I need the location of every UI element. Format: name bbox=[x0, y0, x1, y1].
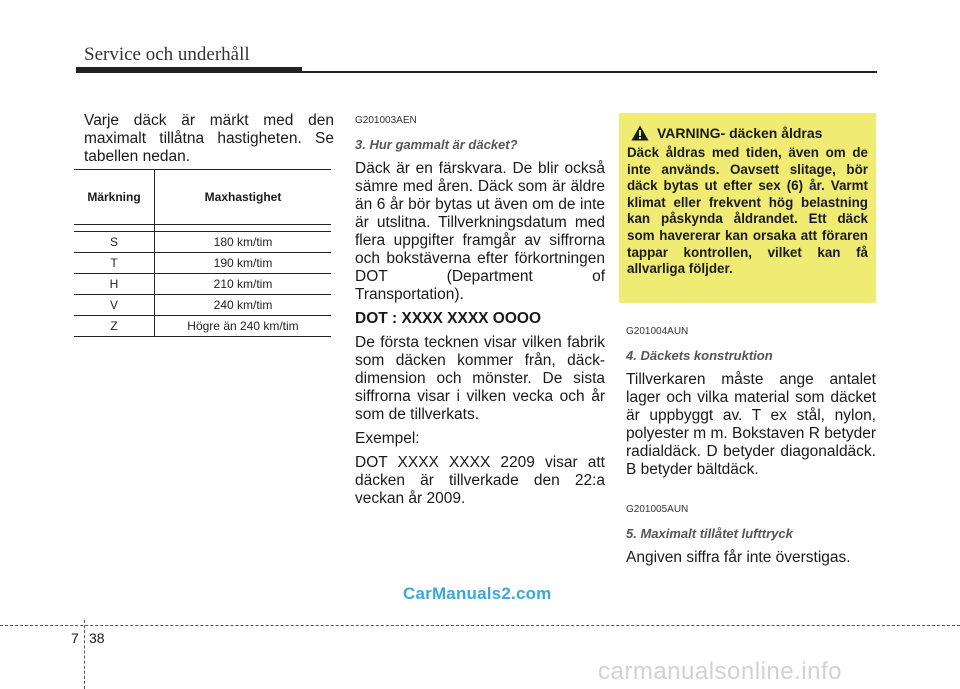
table-cell-speed: 240 km/tim bbox=[155, 295, 332, 316]
section-code: G201005AUN bbox=[626, 504, 689, 515]
dot-example-paragraph: DOT XXXX XXXX 2209 visar att däcken är tillverkade den 22:a veckan år 2009. bbox=[355, 454, 605, 507]
section-heading: 3. Hur gammalt är däcket? bbox=[355, 137, 518, 152]
tire-age-paragraph: Däck är en färskvara. De blir också sämre med åren. Däck som är äldre än 6 år bör bytas ut även om de inte är utslitna. Tillverkningsdatum med flera uppgifter framgår av siffrorna och bokstäverna efter förkortningen DOT (Department of Transportation). bbox=[355, 160, 605, 303]
table-cell-code: V bbox=[74, 295, 155, 316]
column-middle bbox=[355, 112, 605, 514]
example-label: Exempel: bbox=[355, 430, 420, 447]
table-row bbox=[74, 232, 331, 253]
table-header-marking: Märkning bbox=[74, 170, 155, 225]
column-right bbox=[626, 323, 876, 573]
carmanuals-watermark[interactable]: CarManuals2.com bbox=[403, 584, 552, 603]
header-rule-thin bbox=[302, 71, 877, 73]
speed-intro-text: Varje däck är märkt med den maximalt tillåtna hastigheten. Se tabellen nedan. bbox=[84, 112, 334, 165]
table-cell-speed: 210 km/tim bbox=[155, 274, 332, 295]
section-heading: 4. Däckets konstruktion bbox=[626, 348, 773, 363]
section-code: G201004AUN bbox=[626, 326, 689, 337]
warning-title-row bbox=[627, 125, 868, 141]
column-left bbox=[84, 112, 334, 172]
table-header-maxspeed: Maxhastighet bbox=[155, 170, 332, 225]
table-row bbox=[74, 274, 331, 295]
table-cell-code: S bbox=[74, 232, 155, 253]
tire-construction-paragraph: Tillverkaren måste ange antalet lager och vilka material som däcket är uppbyggt av. T ex stål, nylon, polyester m m. Bokstaven R betyder radialdäck. D betyder diagonaldäck. B betyder bältdäck. bbox=[626, 371, 876, 478]
table-cell-code: T bbox=[74, 253, 155, 274]
table-row bbox=[74, 316, 331, 337]
max-pressure-paragraph: Angiven siffra får inte överstigas. bbox=[626, 549, 851, 566]
section-heading: 5. Maximalt tillåtet lufttryck bbox=[626, 526, 793, 541]
online-watermark: carmanualsonline.info bbox=[598, 658, 842, 685]
table-cell-speed: 190 km/tim bbox=[155, 253, 332, 274]
table-cell-speed: 180 km/tim bbox=[155, 232, 332, 253]
footer-vertical-rule bbox=[84, 620, 85, 689]
dot-explanation-paragraph: De första tecknen visar vilken fabrik som däcken kommer från, däck-dimension och mönster. De sista siffrorna visar i vilken vecka och år som de tillverkats. bbox=[355, 334, 605, 423]
table-cell-code: Z bbox=[74, 316, 155, 337]
warning-box bbox=[619, 113, 876, 303]
page-number: 38 bbox=[89, 630, 105, 646]
table-row bbox=[74, 253, 331, 274]
table-row bbox=[74, 295, 331, 316]
dot-code-line: DOT : XXXX XXXX OOOO bbox=[355, 310, 542, 327]
chapter-number: 7 bbox=[71, 630, 79, 646]
table-cell-speed: Högre än 240 km/tim bbox=[155, 316, 332, 337]
warning-title: VARNING- däcken åldras bbox=[657, 125, 823, 141]
warning-body: Däck åldras med tiden, även om de inte används. Oavsett slitage, bör däck bytas ut efter sex (6) år. Varmt klimat eller frekvent hög belastning kan påskynda åldrandet. Ett däck som havererar kan orsaka att föraren tappar kontrollen, vilket kan få allvarliga följder. bbox=[627, 145, 868, 277]
section-code: G201003AEN bbox=[355, 115, 417, 126]
speed-rating-table bbox=[74, 169, 331, 337]
warning-triangle-icon bbox=[631, 125, 649, 141]
header-rule-thick bbox=[76, 67, 302, 73]
table-cell-code: H bbox=[74, 274, 155, 295]
page-section-title: Service och underhåll bbox=[84, 44, 250, 65]
footer-divider bbox=[0, 625, 960, 626]
